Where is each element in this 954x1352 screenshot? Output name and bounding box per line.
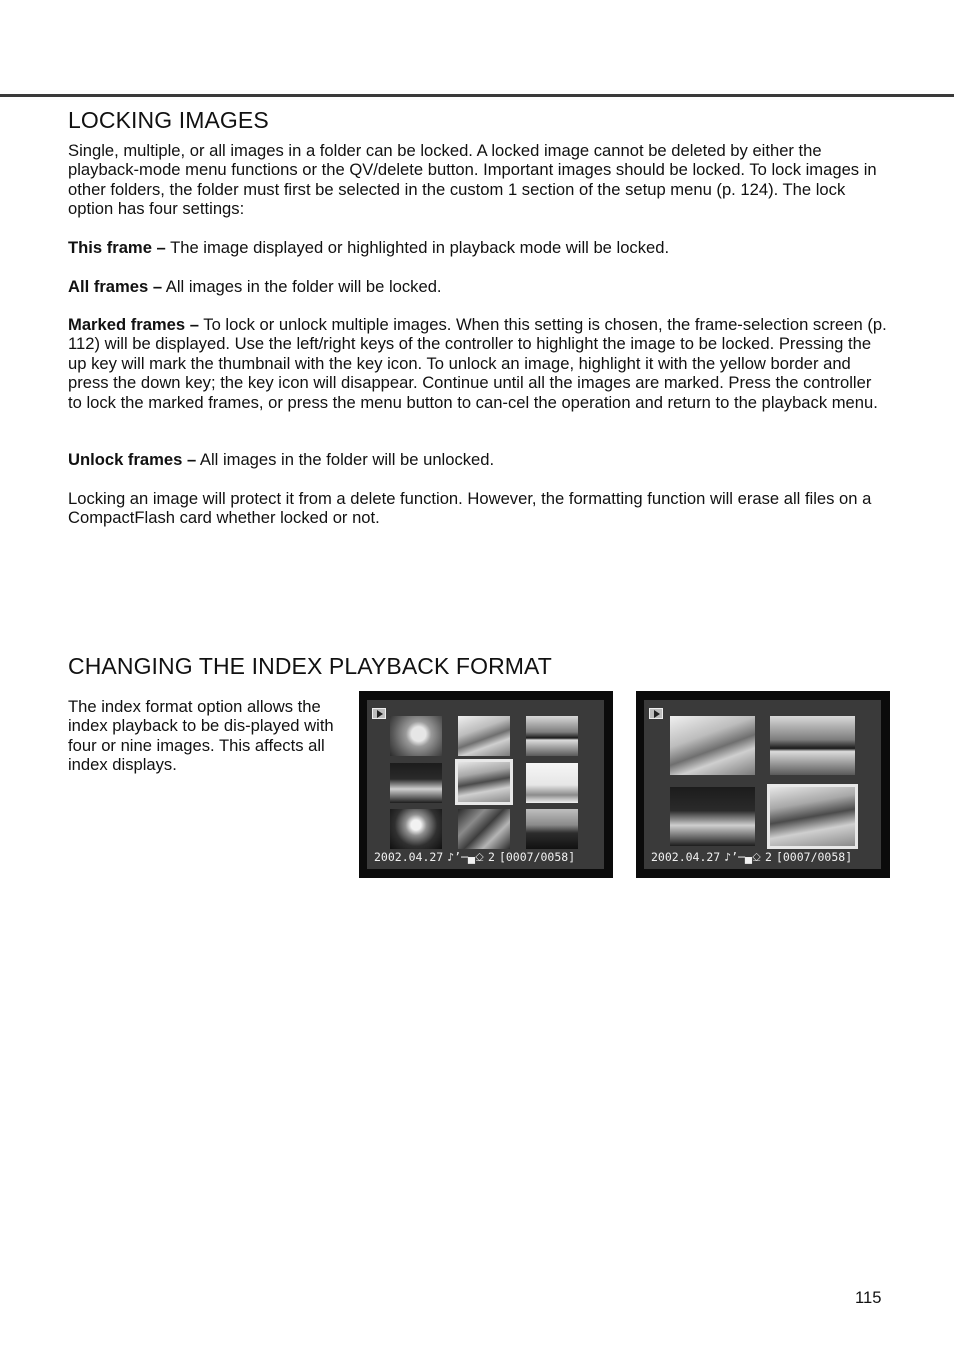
print-count: 2 (765, 850, 772, 864)
option-desc: The image displayed or highlighted in playback mode will be locked. (165, 238, 670, 257)
status-icons: ♪’─▄⎐ (447, 850, 485, 864)
status-bar (367, 849, 604, 865)
frame-counter: [0007/0058] (498, 850, 576, 864)
index-format-text: The index format option allows the index playback to be dis-played with four or nine images. This affects all index displays. (68, 697, 334, 775)
option-term: Unlock frames – (68, 450, 197, 469)
option-unlock-frames (68, 450, 888, 469)
page-number: 115 (855, 1288, 882, 1307)
thumbnail (390, 809, 442, 849)
option-desc: All images in the folder will be locked. (162, 277, 442, 296)
locking-intro: Single, multiple, or all images in a folder can be locked. A locked image cannot be deleted by either the playback-mode menu functions or the QV/delete button. Important images should be locked. To lock images in other folders, the folder must first be selected in the custom 1 section of the setup menu (p. 124). The lock option has four settings: (68, 141, 877, 219)
thumbnail (770, 716, 855, 775)
option-this-frame (68, 238, 888, 257)
index-screen-nine (359, 691, 613, 878)
print-count: 2 (488, 850, 495, 864)
thumbnail (458, 716, 510, 756)
thumbnail-selected (458, 762, 510, 802)
thumbnail-selected (770, 787, 855, 846)
thumbnail (670, 787, 755, 846)
section-title-index-format: CHANGING THE INDEX PLAYBACK FORMAT (68, 653, 552, 679)
option-term: All frames – (68, 277, 163, 296)
option-desc: All images in the folder will be unlocked. (196, 450, 495, 469)
thumbnail (390, 716, 442, 756)
thumbnail (526, 716, 578, 756)
locking-note: Locking an image will protect it from a delete function. However, the formatting function will erase all files on a CompactFlash card whether locked or not. (68, 489, 872, 528)
frame-counter: [0007/0058] (775, 850, 853, 864)
screen-display (644, 700, 881, 869)
playback-icon (649, 708, 663, 719)
option-term: This frame – (68, 238, 166, 257)
option-desc: To lock or unlock multiple images. When this setting is chosen, the frame-selection screen (p. 112) will be displayed. Use the left/right keys of the controller to highlight the image to be locked. Pressing the up key will mark the thumbnail with the key icon. To unlock an image, highlight it with the yellow border and press the down key; the key icon will disappear. Continue until all the images are marked. Press the controller to lock the marked frames, or press the menu button to can-cel the operation and return to the playback menu. (68, 315, 887, 412)
status-icons: ♪’─▄⎐ (724, 850, 762, 864)
screen-display (367, 700, 604, 869)
thumbnail (526, 809, 578, 849)
playback-icon (372, 708, 386, 719)
section-title-locking: LOCKING IMAGES (68, 107, 269, 133)
date-readout: 2002.04.27 (374, 850, 444, 864)
thumbnail (670, 716, 755, 775)
top-rule (0, 94, 954, 97)
option-term: Marked frames – (68, 315, 199, 334)
thumbnail (526, 763, 578, 803)
option-all-frames (68, 277, 888, 296)
index-screen-four (636, 691, 890, 878)
thumbnail (458, 809, 510, 849)
thumbnail (390, 763, 442, 803)
option-marked-frames (68, 315, 888, 412)
date-readout: 2002.04.27 (651, 850, 721, 864)
status-bar (644, 849, 881, 865)
